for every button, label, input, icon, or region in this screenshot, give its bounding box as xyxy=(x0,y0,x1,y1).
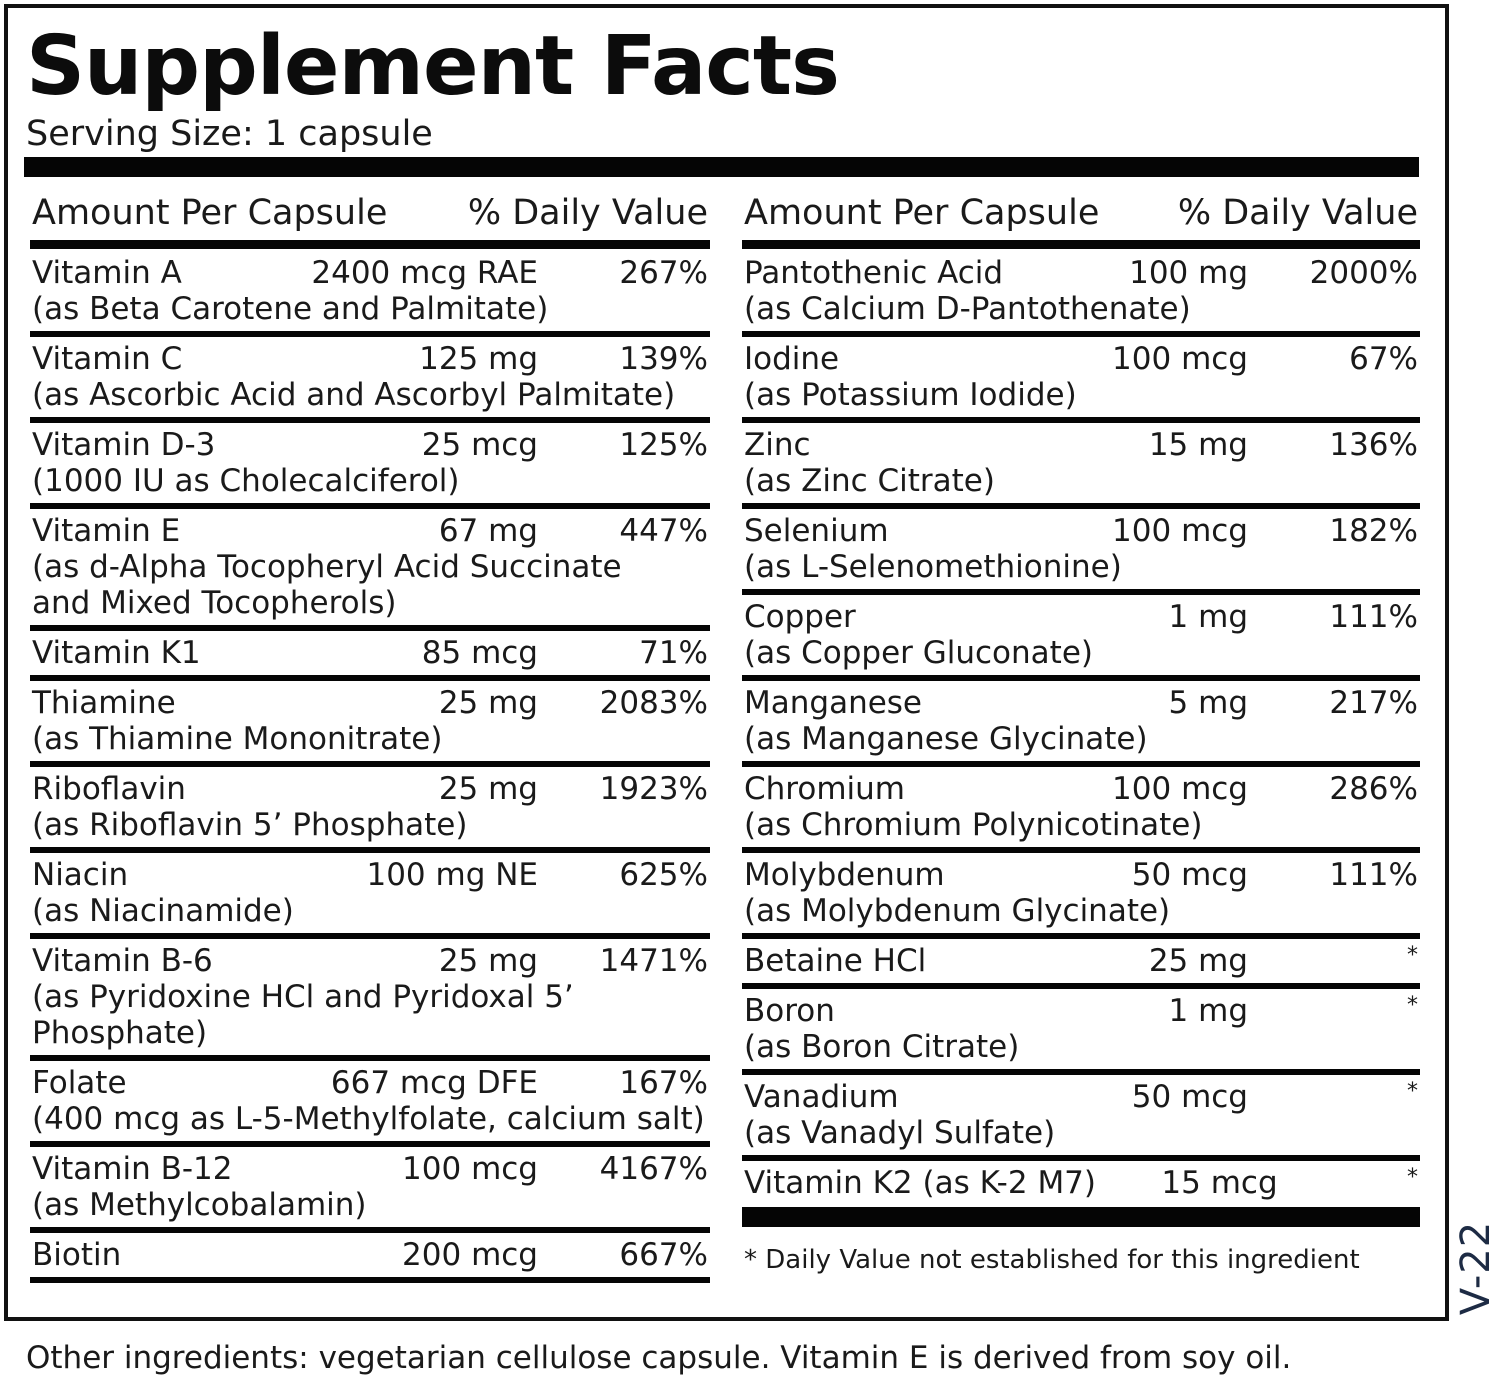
nutrient-name: Pantothenic Acid xyxy=(744,255,1004,291)
row-divider xyxy=(30,1277,710,1283)
nutrient-amount: 100 mg xyxy=(1129,255,1248,291)
nutrient-daily-value: 267% xyxy=(619,255,708,291)
nutrient-row xyxy=(30,767,710,847)
nutrient-amount: 125 mg xyxy=(419,341,538,377)
nutrient-daily-value: 447% xyxy=(619,513,708,549)
nutrient-name: Vitamin B-12 xyxy=(32,1151,233,1187)
nutrient-name: Vitamin B-6 xyxy=(32,943,213,979)
nutrient-name: Copper xyxy=(744,599,856,635)
nutrient-daily-value: * xyxy=(1407,993,1418,1018)
nutrient-amount: 200 mcg xyxy=(402,1237,538,1273)
nutrient-row xyxy=(30,509,710,625)
nutrient-row xyxy=(742,939,1420,983)
nutrient-source: (400 mcg as L-5-Methylfolate, calcium salt) xyxy=(32,1101,705,1137)
nutrient-amount: 1 mg xyxy=(1168,993,1248,1029)
nutrient-daily-value: 1923% xyxy=(599,771,708,807)
nutrient-main-line xyxy=(32,513,708,549)
nutrient-daily-value: 136% xyxy=(1329,427,1418,463)
nutrient-name: Vitamin A xyxy=(32,255,182,291)
nutrient-main-line xyxy=(744,857,1418,893)
nutrient-amount: 5 mg xyxy=(1168,685,1248,721)
other-ingredients: Other ingredients: vegetarian cellulose capsule. Vitamin E is derived from soy oil. xyxy=(26,1340,1292,1376)
nutrient-row xyxy=(742,423,1420,503)
nutrient-name: Thiamine xyxy=(32,685,176,721)
nutrient-source: (as Chromium Polynicotinate) xyxy=(744,807,1203,843)
nutrient-source: and Mixed Tocopherols) xyxy=(32,585,397,621)
nutrient-amount: 100 mcg xyxy=(402,1151,538,1187)
nutrient-row xyxy=(30,1147,710,1227)
nutrient-main-line xyxy=(744,1079,1418,1115)
nutrient-daily-value: 1471% xyxy=(599,943,708,979)
nutrient-row xyxy=(30,1233,710,1277)
nutrient-name: Molybdenum xyxy=(744,857,945,893)
nutrient-row xyxy=(30,681,710,761)
footnote: * Daily Value not established for this ingredient xyxy=(744,1245,1360,1275)
header-divider xyxy=(30,240,710,249)
nutrient-amount: 1 mg xyxy=(1168,599,1248,635)
nutrient-amount: 100 mcg xyxy=(1112,771,1248,807)
left-column xyxy=(30,190,710,1283)
nutrient-source: (as Calcium D-Pantothenate) xyxy=(744,291,1191,327)
nutrient-daily-value: 111% xyxy=(1329,857,1418,893)
nutrient-daily-value: 2083% xyxy=(599,685,708,721)
nutrient-daily-value: 167% xyxy=(619,1065,708,1101)
nutrient-source: (as Methylcobalamin) xyxy=(32,1187,367,1223)
nutrient-daily-value: 625% xyxy=(619,857,708,893)
nutrient-amount: 50 mcg xyxy=(1131,1079,1248,1115)
column-header xyxy=(742,190,1420,240)
nutrient-amount: 67 mg xyxy=(438,513,538,549)
nutrient-row xyxy=(742,989,1420,1069)
nutrient-name: Vitamin E xyxy=(32,513,181,549)
nutrient-daily-value: 125% xyxy=(619,427,708,463)
nutrient-name: Chromium xyxy=(744,771,905,807)
nutrient-source: (as Potassium Iodide) xyxy=(744,377,1077,413)
nutrient-row xyxy=(742,509,1420,589)
nutrient-row xyxy=(30,853,710,933)
nutrient-main-line xyxy=(744,1165,1418,1201)
header-divider xyxy=(742,240,1420,249)
nutrient-name: Zinc xyxy=(744,427,811,463)
nutrient-amount: 25 mg xyxy=(438,771,538,807)
nutrient-daily-value: 67% xyxy=(1349,341,1418,377)
nutrient-row xyxy=(742,595,1420,675)
column-header xyxy=(30,190,710,240)
nutrient-main-line xyxy=(32,341,708,377)
nutrient-row xyxy=(742,681,1420,761)
nutrient-daily-value: 286% xyxy=(1329,771,1418,807)
nutrient-row xyxy=(30,631,710,675)
nutrient-source: (as Zinc Citrate) xyxy=(744,463,995,499)
nutrient-amount: 25 mcg xyxy=(421,427,538,463)
version-code-text: V-22 xyxy=(1453,1220,1499,1315)
version-code xyxy=(1453,1210,1499,1325)
nutrient-amount: 100 mcg xyxy=(1112,513,1248,549)
nutrient-name: Vitamin K2 (as K-2 M7) xyxy=(744,1165,1097,1201)
nutrient-daily-value: 182% xyxy=(1329,513,1418,549)
nutrient-daily-value: 667% xyxy=(619,1237,708,1273)
nutrient-list xyxy=(742,251,1420,1205)
nutrient-row xyxy=(30,1061,710,1141)
nutrient-name: Vanadium xyxy=(744,1079,899,1115)
nutrient-source: (as Niacinamide) xyxy=(32,893,294,929)
serving-size: Serving Size: 1 capsule xyxy=(26,114,433,154)
nutrient-row xyxy=(742,1161,1420,1205)
nutrient-name: Iodine xyxy=(744,341,840,377)
nutrient-main-line xyxy=(32,635,708,671)
thick-divider xyxy=(742,1207,1420,1227)
nutrient-source: (1000 IU as Cholecalciferol) xyxy=(32,463,460,499)
nutrient-source: (as Molybdenum Glycinate) xyxy=(744,893,1171,929)
nutrient-source: (as Beta Carotene and Palmitate) xyxy=(32,291,549,327)
nutrient-amount: 100 mg NE xyxy=(366,857,538,893)
nutrient-name: Biotin xyxy=(32,1237,122,1273)
nutrient-main-line xyxy=(744,599,1418,635)
nutrient-daily-value: 71% xyxy=(639,635,708,671)
nutrient-daily-value: 139% xyxy=(619,341,708,377)
nutrient-name: Vitamin K1 xyxy=(32,635,201,671)
nutrient-source: (as Manganese Glycinate) xyxy=(744,721,1148,757)
nutrient-amount: 25 mg xyxy=(1148,943,1248,979)
nutrient-source: Phosphate) xyxy=(32,1015,208,1051)
nutrient-main-line xyxy=(32,1065,708,1101)
nutrient-source: (as d-Alpha Tocopheryl Acid Succinate xyxy=(32,549,622,585)
nutrient-amount: 15 mcg xyxy=(1161,1165,1278,1201)
nutrient-daily-value: * xyxy=(1407,1165,1418,1190)
nutrient-main-line xyxy=(32,771,708,807)
nutrient-source: (as Pyridoxine HCl and Pyridoxal 5’ xyxy=(32,979,574,1015)
nutrient-main-line xyxy=(744,513,1418,549)
nutrient-name: Betaine HCl xyxy=(744,943,927,979)
nutrient-source: (as Ascorbic Acid and Ascorbyl Palmitate) xyxy=(32,377,676,413)
nutrient-row xyxy=(742,853,1420,933)
nutrient-amount: 100 mcg xyxy=(1112,341,1248,377)
nutrient-main-line xyxy=(32,943,708,979)
nutrient-main-line xyxy=(744,341,1418,377)
nutrient-main-line xyxy=(744,993,1418,1029)
nutrient-name: Manganese xyxy=(744,685,923,721)
nutrient-main-line xyxy=(32,857,708,893)
nutrient-row xyxy=(30,423,710,503)
nutrient-source: (as Vanadyl Sulfate) xyxy=(744,1115,1056,1151)
thick-divider xyxy=(24,157,1419,177)
nutrient-row xyxy=(742,337,1420,417)
nutrient-main-line xyxy=(744,255,1418,291)
nutrient-main-line xyxy=(744,943,1418,979)
nutrient-amount: 25 mg xyxy=(438,685,538,721)
nutrient-row xyxy=(30,337,710,417)
nutrient-daily-value: * xyxy=(1407,1079,1418,1104)
nutrient-amount: 2400 mcg RAE xyxy=(311,255,538,291)
amount-header: Amount Per Capsule xyxy=(32,193,388,233)
nutrient-daily-value: 111% xyxy=(1329,599,1418,635)
nutrient-amount: 50 mcg xyxy=(1131,857,1248,893)
nutrient-daily-value: 217% xyxy=(1329,685,1418,721)
nutrient-name: Vitamin C xyxy=(32,341,183,377)
panel-title: Supplement Facts xyxy=(26,19,839,114)
nutrient-name: Selenium xyxy=(744,513,889,549)
nutrient-name: Folate xyxy=(32,1065,127,1101)
nutrient-main-line xyxy=(744,685,1418,721)
nutrient-main-line xyxy=(32,1237,708,1273)
nutrient-name: Riboflavin xyxy=(32,771,186,807)
nutrient-amount: 15 mg xyxy=(1148,427,1248,463)
nutrient-main-line xyxy=(744,427,1418,463)
nutrient-name: Boron xyxy=(744,993,835,1029)
nutrient-row xyxy=(30,939,710,1055)
nutrient-main-line xyxy=(32,1151,708,1187)
daily-value-header: % Daily Value xyxy=(1177,193,1418,233)
nutrient-list xyxy=(30,251,710,1283)
daily-value-header: % Daily Value xyxy=(467,193,708,233)
nutrient-source: (as Riboflavin 5’ Phosphate) xyxy=(32,807,468,843)
nutrient-row xyxy=(742,251,1420,331)
nutrient-row xyxy=(742,1075,1420,1155)
nutrient-daily-value: 2000% xyxy=(1309,255,1418,291)
nutrient-main-line xyxy=(744,771,1418,807)
right-column xyxy=(742,190,1420,1277)
nutrient-row xyxy=(30,251,710,331)
nutrient-main-line xyxy=(32,427,708,463)
nutrient-source: (as L-Selenomethionine) xyxy=(744,549,1122,585)
amount-header: Amount Per Capsule xyxy=(744,193,1100,233)
nutrient-daily-value: * xyxy=(1407,943,1418,968)
nutrient-daily-value: 4167% xyxy=(599,1151,708,1187)
nutrient-row xyxy=(742,767,1420,847)
nutrient-name: Niacin xyxy=(32,857,129,893)
nutrient-amount: 25 mg xyxy=(438,943,538,979)
nutrient-amount: 667 mcg DFE xyxy=(330,1065,538,1101)
nutrient-name: Vitamin D-3 xyxy=(32,427,216,463)
nutrient-source: (as Thiamine Mononitrate) xyxy=(32,721,443,757)
nutrient-amount: 85 mcg xyxy=(421,635,538,671)
nutrient-main-line xyxy=(32,685,708,721)
nutrient-source: (as Copper Gluconate) xyxy=(744,635,1093,671)
nutrient-main-line xyxy=(32,255,708,291)
nutrient-source: (as Boron Citrate) xyxy=(744,1029,1020,1065)
